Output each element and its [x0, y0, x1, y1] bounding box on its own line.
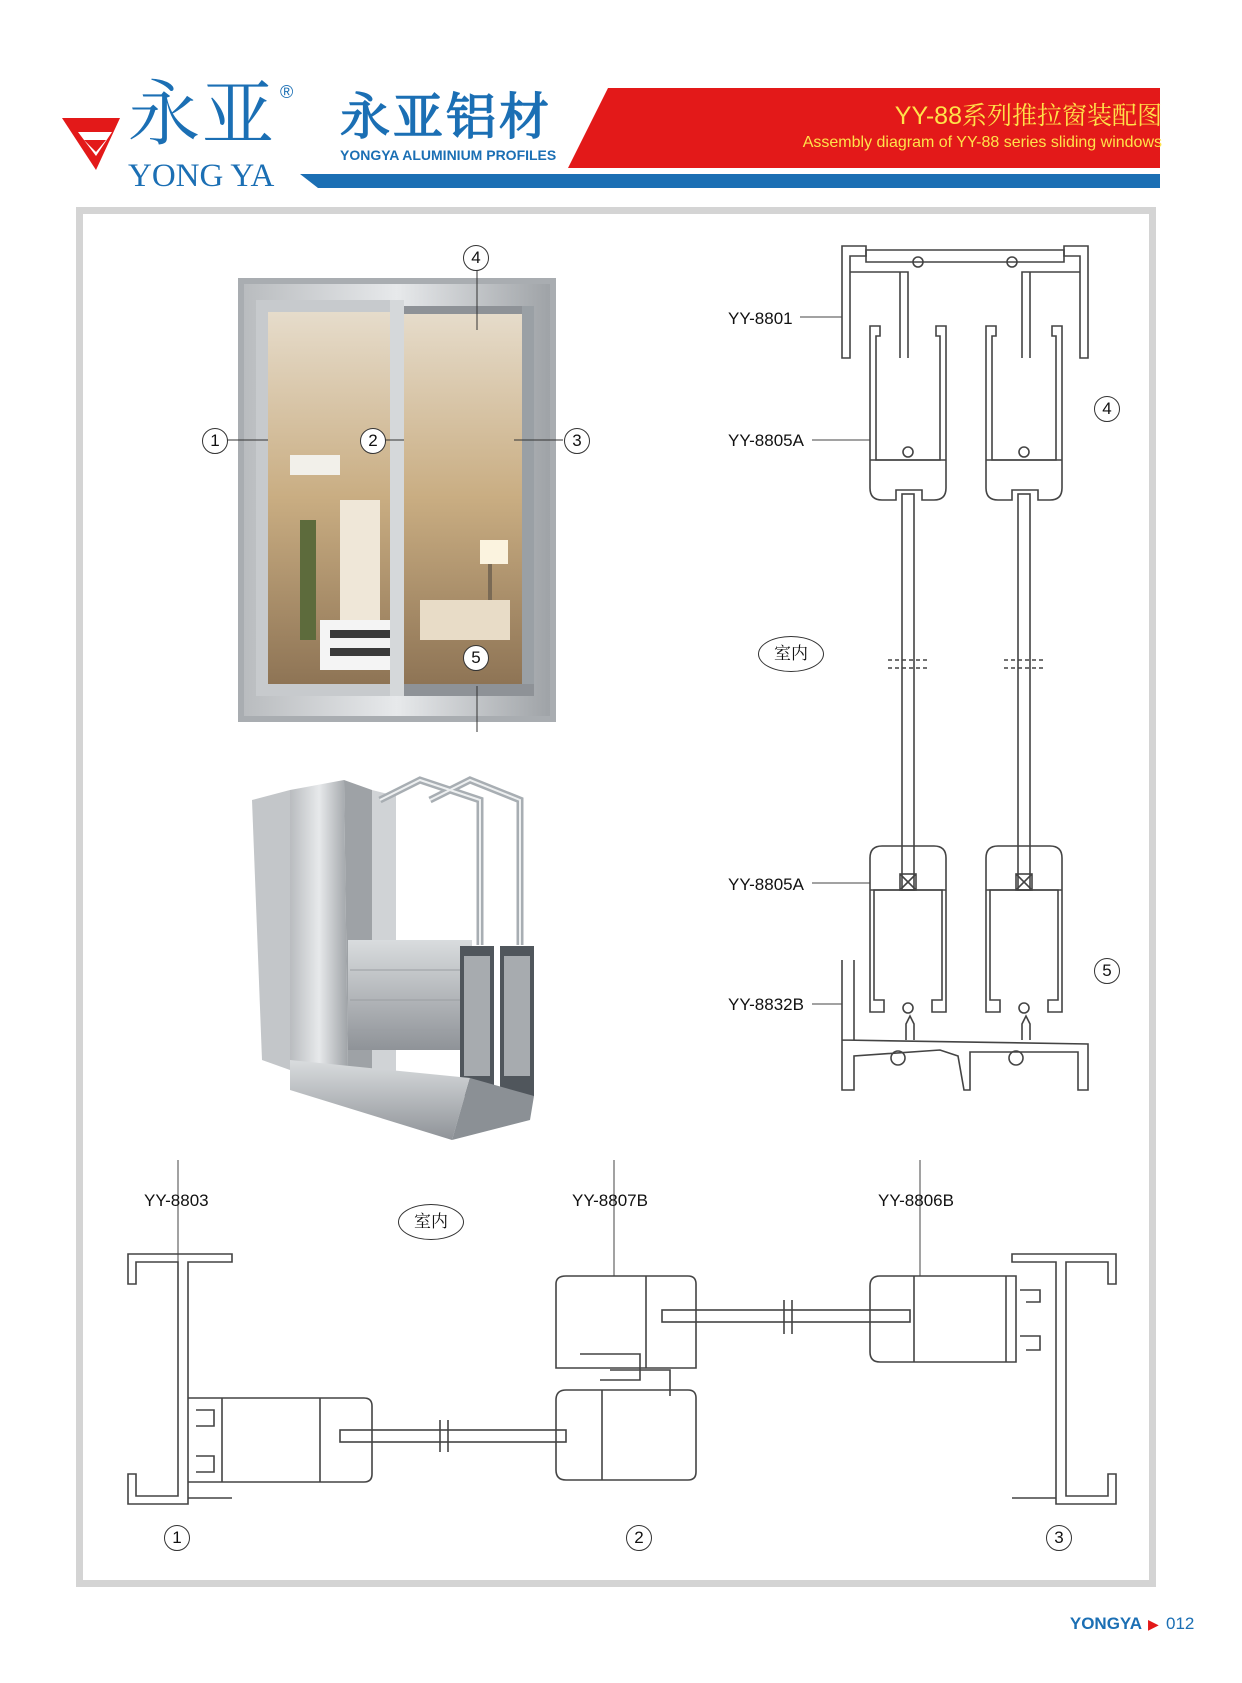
registered-mark: ® — [280, 82, 294, 102]
label-yy8806b: YY-8806B — [878, 1191, 954, 1210]
footer-brand: YONGYA — [1069, 1614, 1142, 1633]
logo-cn: 永亚 — [128, 72, 277, 156]
label-yy8805a-bottom: YY-8805A — [728, 875, 804, 894]
indoor-label-bottom: 室内 — [398, 1204, 464, 1240]
callout-section-5: 5 — [1094, 958, 1120, 984]
callout-section-4: 4 — [1094, 396, 1120, 422]
brand-en: YONGYA ALUMINIUM PROFILES — [340, 147, 557, 163]
label-yy8803: YY-8803 — [144, 1191, 209, 1210]
callout-2: 2 — [360, 428, 386, 454]
page-number: 012 — [1166, 1614, 1195, 1633]
label-yy8832b: YY-8832B — [728, 995, 804, 1014]
page-subtitle: Assembly diagram of YY-88 series sliding windows — [802, 134, 1162, 151]
brand-cn: 永亚铝材 — [340, 89, 552, 145]
callout-bottom-3: 3 — [1046, 1525, 1072, 1551]
footer-arrow-icon: ▶ — [1148, 1616, 1159, 1632]
vertical-section — [800, 246, 1088, 1090]
page-title: YY-88系列推拉窗装配图 — [894, 102, 1162, 130]
indoor-label: 室内 — [758, 636, 824, 672]
callout-3: 3 — [564, 428, 590, 454]
label-yy8807b: YY-8807B — [572, 1191, 648, 1210]
horizontal-section — [128, 1160, 1116, 1504]
callout-bottom-2: 2 — [626, 1525, 652, 1551]
window-photo — [226, 258, 563, 732]
logo-en: YONG YA — [128, 158, 275, 194]
label-yy8805a-top: YY-8805A — [728, 431, 804, 450]
callout-bottom-1: 1 — [164, 1525, 190, 1551]
label-yy8801: YY-8801 — [728, 309, 793, 328]
callout-1: 1 — [202, 428, 228, 454]
callout-5: 5 — [463, 645, 489, 671]
profile-render — [252, 780, 534, 1140]
callout-4: 4 — [463, 245, 489, 271]
